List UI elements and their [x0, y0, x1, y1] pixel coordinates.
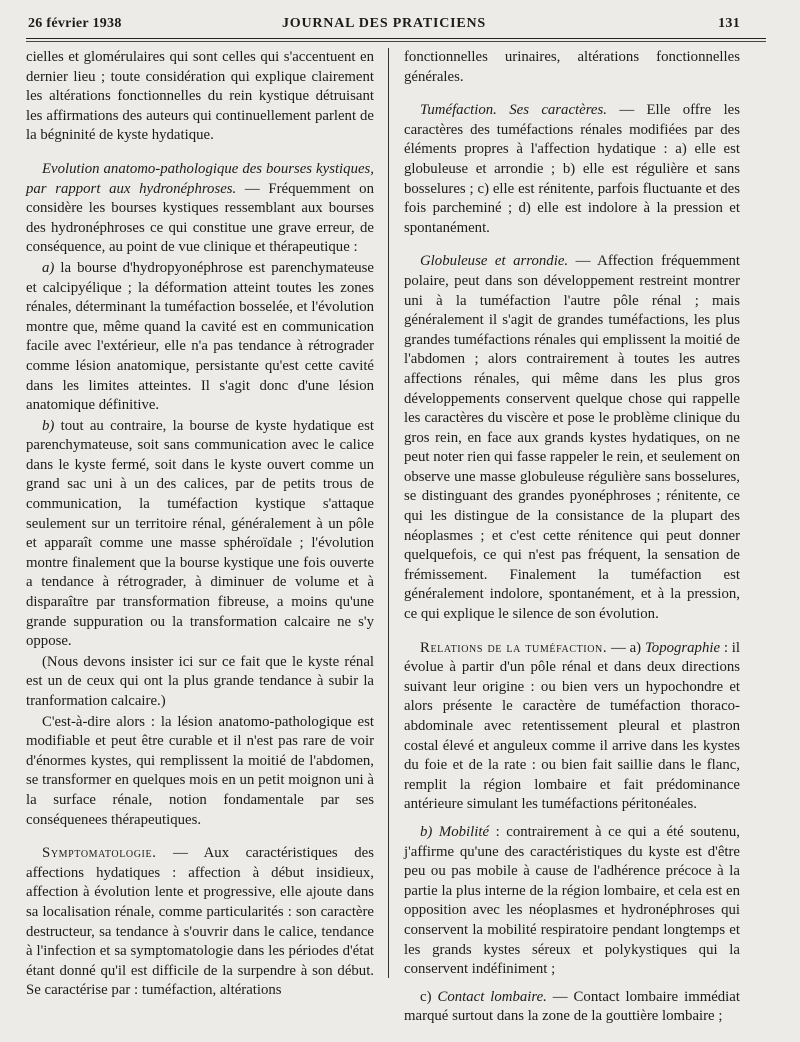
section-heading-tumefaction: Tuméfaction. Ses caractères.	[420, 102, 607, 119]
right-column	[404, 48, 740, 1027]
paragraph-contact-lombaire	[404, 988, 740, 1027]
page-number: 131	[718, 16, 740, 31]
paragraph-text: — Fréquemment on considère les bourses kystiques ressemblant aux bourses des hydronéphroses ce qui constitue une grave erreur, de conséquence, au point de vue clinique et thérapeutique :	[26, 180, 374, 256]
header-rule-thin	[26, 41, 766, 42]
paragraph-conclusion: C'est-à-dire alors : la lésion anatomo-pathologique est modifiable et peut être curable et il n'est pas rare de voir d'énormes kystes, qui remplissent la moitié de l'abdomen, se transformer en quelques mois en un petit moignon uni à la surface rénale, notion fondamentale par ses conséquenees thérapeutiques.	[26, 713, 374, 828]
paragraph-note: (Nous devons insister ici sur ce fait que le kyste rénal est un de ceux qui ont la plus grande tendance à subir la tranformation calcaire.)	[26, 653, 374, 709]
header-rule	[26, 38, 766, 39]
list-marker: — a)	[607, 639, 645, 656]
paragraph-text: : il évolue à partir d'un pôle rénal et dans deux directions suivant leur origine : ou bien vers un hypochondre et alors présente le caractère de tuméfaction thoraco-abdominale avec retentissement pleural et plastron costal élevé et anguleux comme il arrive dans les kystes du foie et de la rate : ou bien fait saillie dans le flanc, remplit la région lombaire et fait prédominance antérieure simulant les tuméfactions péritonéales.	[404, 639, 741, 813]
subheading-mobilite: Mobilité	[438, 823, 490, 840]
paragraph-continuation: fonctionnelles urinaires, altérations fonctionnelles générales.	[404, 49, 740, 85]
paragraph-text: la bourse d'hydropyonéphrose est parenchymateuse et calcipyélique ; la déformation atteint toutes les zones rénales, déterminant la tuméfaction bosselée, et l'évolution montre que, même quand la cavité est en communication facile avec l'extérieur, elle n'a pas tendance à rétrograder comme lésion anatomique, persistante qu'est cette cavité dans les limites atteintes. Il s'agit donc d'une lésion anatomique définitive.	[26, 259, 374, 414]
list-marker: b)	[42, 417, 55, 434]
paragraph-continuation: cielles et glomérulaires qui sont celles qui s'accentuent en dernier lieu ; toute considération qui explique clairement les altérations fonctionnelles du rein kystique détruisant les affirmations des auteurs qui continuellement parlent de la bégninité de kyste hydatique.	[26, 49, 374, 144]
section-heading-globuleuse: Globuleuse et arrondie.	[420, 253, 569, 270]
column-divider	[388, 48, 389, 978]
subheading-contact-lombaire: Contact lombaire.	[437, 988, 547, 1005]
paragraph-text: — Affection fréquemment polaire, peut dans son développement restreint montrer uni à la tuméfaction l'autre pôle rénal ; mais généralement il s'agit de grandes tuméfactions, les plus grandes tuméfactions rénales qui emplissent la moitié de l'abdomen ; alors contrairement à toutes les autres affections rénales, qui même dans les plus gros développements conservent quelque chose qui rappelle les caractères du viscère et pose le problème clinique du gros rein, en face aux grands kystes hydatiques, on ne peut noter rien qui fasse rappeler le rein, et seulement on observe une masse globuleuse régulière sans bosselures, se distinguant des grandes pyonéphroses ; rénitente, ce qui les distingue de la consistance de la plupart des néoplasmes ; et c'est cette rénitence qui peut donner quelquefois, ce qui n'est pas fréquent, la sensation de frémissement. Finalement la tuméfaction est généralement indolore, spontanément, et à la pression, ce qui explique le silence de son évolution.	[404, 253, 740, 623]
section-heading-relations: Relations de la tuméfaction.	[420, 639, 608, 656]
paragraph-evolution	[26, 160, 374, 258]
paragraph-globuleuse	[404, 252, 740, 624]
section-heading-evolution: Evolution anatomo-pathologique des bourses kystiques, par rapport aux hydronéphroses.	[26, 160, 374, 197]
running-header	[28, 14, 740, 38]
journal-title: JOURNAL DES PRATICIENS	[281, 16, 487, 31]
paragraph-relations	[404, 639, 740, 815]
issue-date: 26 février 1938	[28, 16, 122, 31]
list-marker: c)	[420, 988, 438, 1005]
section-heading-symptomatologie: Symptomatologie.	[42, 845, 157, 862]
paragraph-text: tout au contraire, la bourse de kyste hydatique est parenchymateuse, soit sans communication avec le calice dans le kyste fermé, soit dans le kyste ouvert comme un grand sac uni à un des calices, par de petits trous de communication, la tuméfaction kystique s'attaque seulement sur un territoire rénal, généralement à un pôle et apparaît comme une masse sphéroïdale ; l'évolution montre finalement que la bourse kystique une fois ouverte a tendance à rétrograder, à diminuer de volume et à disparaître par transformation fibreuse, a moins qu'une grande suppuration ou la transformation calcaire ne s'y oppose.	[26, 417, 374, 650]
paragraph-text: — Elle offre les caractères des tuméfactions rénales modifiées par des éléments propres à l'affection hydatique : a) elle est globuleuse et arrondie ; b) elle est régulière et sans bosselures ; c) elle est rénitente, parfois fluctuante et des fois parcheminé ; d) elle est indolore à la pression et spontanément.	[404, 102, 741, 236]
paragraph-point-b	[26, 417, 374, 652]
paragraph-text: — Contact lombaire immédiat marqué surtout dans la zone de la gouttière lombaire ;	[404, 988, 740, 1025]
paragraph-text: : contrairement à ce qui a été soutenu, j'affirme qu'une des caractéristiques du kyste est d'être peu ou pas mobile à cause de l'adhérence précoce à la partie la plus interne de la région lombaire, et cela est en opposition avec les néoplasmes et hydronéphroses qui conservent la mobilité respiratoire pendant longtemps et les grands kystes séreux et polykystiques qui la conservent indéfiniment ;	[404, 823, 740, 978]
paragraph-text: — Aux caractéristiques des affections hydatiques : affection à début insidieux, affection à évolution lente et progressive, elle ajoute dans sa localisation rénale, comme particularités : son caractère destructeur, sa tendance à s'ouvrir dans le calice, tendance à l'infection et sa symptomatologie dans les périodes d'état étant donné qu'il est difficile de la surpendre à son début. Se caractérise par : tuméfaction, altérations	[26, 845, 374, 999]
paragraph-mobilite	[404, 823, 740, 980]
left-column	[26, 48, 374, 1001]
paragraph-point-a	[26, 259, 374, 416]
list-marker: b)	[420, 823, 439, 840]
paragraph-symptomatologie	[26, 844, 374, 1001]
list-marker: a)	[42, 259, 55, 276]
subheading-topographie: Topographie	[644, 639, 721, 656]
paragraph-tumefaction	[404, 101, 740, 238]
